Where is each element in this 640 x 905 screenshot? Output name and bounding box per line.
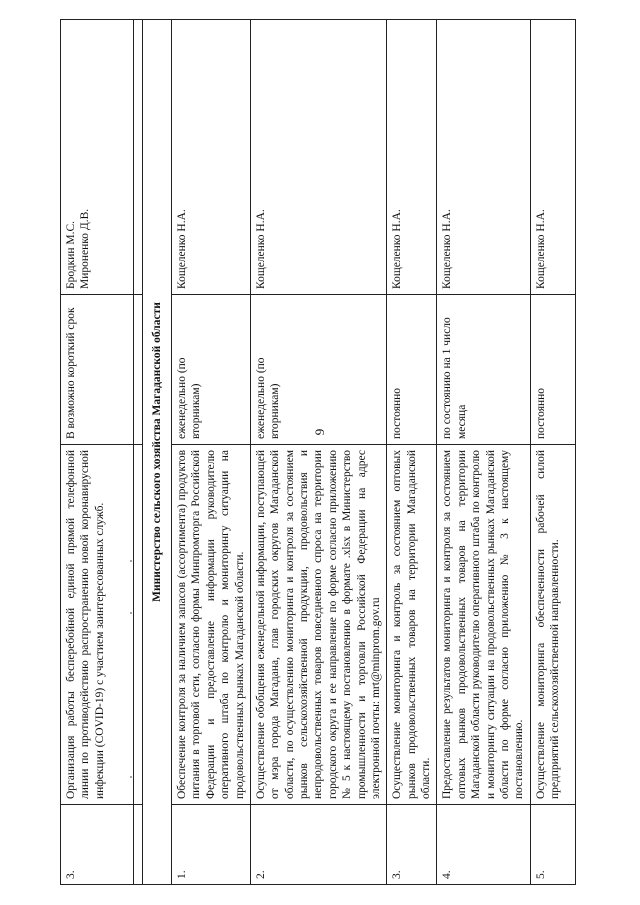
row-number: 1. [172, 805, 251, 885]
rotated-table-container [60, 20, 580, 885]
row-number: 2. [250, 805, 386, 885]
row-number: 4. [437, 805, 530, 885]
table-gap-row [134, 20, 143, 885]
page-number: 9 [312, 428, 327, 436]
row-task: Осуществление обобщения еженедельной информации, поступающей от мэра города Магадана, глав городских округов Магаданской области, по осуществлению мониторинга и контроля за состоянием рынков сельскохозяйственной продукции, продовольствия и непродовольственных товаров повседневного спроса на территории городского округа и ее направление по форме согласно приложению № 5 к настоящему постановлению в формате .xlsx в Министерство промышленности и торговли Российской Федерации на адрес электронной почты: mrt@minprom.gov.ru [250, 445, 386, 805]
row-task: Организация работы бесперебойной единой прямой телефонной линии по противодействию распространению новой коронавирусной инфекции (COVID-19) с участием заинтересованных служб. [61, 445, 134, 805]
gap-cell [134, 805, 143, 885]
section-row [143, 20, 172, 885]
table-row [437, 20, 530, 885]
row-term: постоянно [387, 295, 437, 445]
row-number: 3. [387, 805, 437, 885]
row-responsible: Кощеленко Н.А. [530, 20, 575, 295]
gap-cell [134, 295, 143, 445]
row-responsible: Кощеленко Н.А. [387, 20, 437, 295]
row-number: 3. [61, 805, 134, 885]
row-term: постоянно [530, 295, 575, 445]
row-task: Осуществление мониторинга обеспеченности рабочей силой предприятий сельскохозяйственной направленности. [530, 445, 575, 805]
row-task: Обеспечение контроля за наличием запасов (ассортимента) продуктов питания в торговой сети, согласно формы Минпромторга Российской Федерации и предоставление информации руководителю оперативного штаба по контролю и мониторингу ситуации на продовольственных рынках Магаданской области. [172, 445, 251, 805]
row-responsible: Кощеленко Н.А. [172, 20, 251, 295]
gap-cell [134, 445, 143, 805]
row-responsible: Кощеленко Н.А. [437, 20, 530, 295]
row-number: 5. [530, 805, 575, 885]
section-title: Министерство сельского хозяйства Магаданской области [143, 20, 172, 885]
responsible-text: Бродкин М.С. Мироненко Д.В. [65, 208, 92, 289]
gap-cell [134, 20, 143, 295]
row-term: В возможно короткий срок [61, 295, 134, 445]
table-row [530, 20, 575, 885]
row-term: еженедельно (по вторникам) [250, 295, 386, 445]
table-row [250, 20, 386, 885]
row-responsible: Кощеленко Н.А. [250, 20, 386, 295]
row-task: Осуществление мониторинга и контроль за состоянием оптовых рынков продовольственных товаров на территории Магаданской области. [387, 445, 437, 805]
table-row [172, 20, 251, 885]
measures-table [60, 19, 576, 885]
row-task: Предоставление результатов мониторинга и контроля за состоянием оптовых рынков продовольственных товаров на территории Магаданской области руководителю оперативного штаба по контролю и мониторингу ситуации на продовольственных рынках Магаданской области по форме согласно приложению № 3 к настоящему постановлению. [437, 445, 530, 805]
table-row [387, 20, 437, 885]
table-row [61, 20, 134, 885]
row-term: еженедельно (по вторникам) [172, 295, 251, 445]
row-responsible [61, 20, 134, 295]
row-term: по состоянию на 1 число месяца [437, 295, 530, 445]
